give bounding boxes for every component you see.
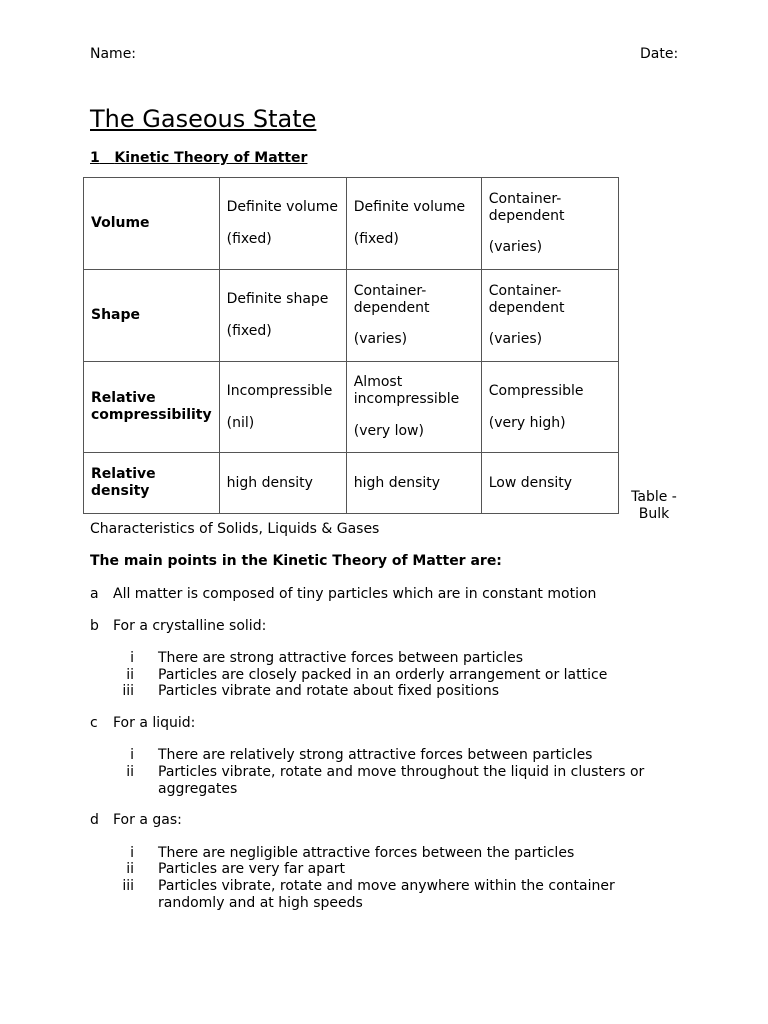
row-label: Relative compressibility xyxy=(84,362,220,453)
row-label: Relative density xyxy=(84,453,220,514)
table-side-caption-line: Table - xyxy=(631,489,677,505)
cell-line: (very high) xyxy=(488,414,566,431)
sub-item-number: ii xyxy=(126,861,134,877)
list-item-label: c xyxy=(90,715,98,731)
cell-line: Almost incompressible xyxy=(353,374,460,408)
sub-item-number: ii xyxy=(126,764,134,780)
sub-item-text: There are relatively strong attractive forces between particles xyxy=(158,747,593,763)
table-cell xyxy=(481,178,618,270)
list-item-text: For a liquid: xyxy=(113,715,196,731)
list-item xyxy=(90,618,266,634)
sub-item-number: i xyxy=(130,845,134,861)
sub-item-number: i xyxy=(130,747,134,763)
list-item-text: For a gas: xyxy=(113,812,182,828)
cell-line: high density xyxy=(226,474,313,491)
row-label: Shape xyxy=(84,270,220,362)
cell-line: Compressible xyxy=(488,382,584,399)
cell-line: Container-dependent xyxy=(488,282,565,316)
cell-line: Definite shape xyxy=(226,291,329,308)
sub-item-text: There are negligible attractive forces between the particles xyxy=(158,845,575,861)
cell-line: Incompressible xyxy=(226,382,333,399)
cell-line: Definite volume xyxy=(226,199,339,216)
table-cell xyxy=(481,362,618,453)
table-cell xyxy=(219,362,346,453)
cell-line: (fixed) xyxy=(226,231,272,247)
sub-item-text: Particles are closely packed in an orderly arrangement or lattice xyxy=(158,667,608,683)
cell-line: Container-dependent xyxy=(353,282,430,316)
section-number: 1 xyxy=(90,150,100,166)
cell-line: (varies) xyxy=(353,331,408,348)
list-item xyxy=(90,586,596,602)
list-item xyxy=(90,715,195,731)
list-item-label: a xyxy=(90,586,99,602)
list-item-label: d xyxy=(90,812,99,828)
sub-item-number: iii xyxy=(122,878,134,894)
table-side-caption-line: Bulk xyxy=(638,506,670,522)
sub-item-text: There are strong attractive forces between particles xyxy=(158,650,524,666)
cell-line: (varies) xyxy=(488,331,543,348)
table-side-caption xyxy=(629,489,679,523)
table-cell xyxy=(346,270,481,362)
table-cell xyxy=(481,453,618,514)
cell-line: (fixed) xyxy=(353,231,399,247)
sub-item-text: Particles vibrate, rotate and move throughout the liquid in clusters or aggregates xyxy=(158,764,645,797)
sub-item-number: i xyxy=(130,650,134,666)
table-row xyxy=(84,453,619,514)
row-label: Volume xyxy=(84,178,220,270)
cell-line: (very low) xyxy=(353,422,424,439)
cell-line: (varies) xyxy=(488,239,543,256)
list-item-label: b xyxy=(90,618,99,634)
section-heading xyxy=(90,150,307,166)
sub-item-number: iii xyxy=(122,683,134,699)
cell-line: high density xyxy=(353,474,441,491)
cell-line: (fixed) xyxy=(226,323,272,339)
table-cell xyxy=(219,453,346,514)
table-row xyxy=(84,362,619,453)
properties-table xyxy=(83,177,619,514)
table-row xyxy=(84,270,619,362)
list-item-text: All matter is composed of tiny particles which are in constant motion xyxy=(113,586,597,602)
sub-item-text: Particles are very far apart xyxy=(158,861,345,877)
name-label: Name: xyxy=(90,46,137,62)
cell-line: Container-dependent xyxy=(488,190,565,224)
table-cell xyxy=(346,178,481,270)
table-caption: Characteristics of Solids, Liquids & Gases xyxy=(90,521,380,537)
sub-item-number: ii xyxy=(126,667,134,683)
table-cell xyxy=(219,178,346,270)
cell-line: Low density xyxy=(488,474,573,491)
page-title: The Gaseous State xyxy=(90,105,317,133)
section-title: Kinetic Theory of Matter xyxy=(114,150,308,166)
table-cell xyxy=(219,270,346,362)
table-cell xyxy=(346,453,481,514)
date-label: Date: xyxy=(640,46,679,62)
list-item xyxy=(90,812,182,828)
sub-item-text: Particles vibrate, rotate and move anywhere within the container randomly and at high speeds xyxy=(158,878,615,911)
cell-line: (nil) xyxy=(226,414,255,431)
sub-item-text: Particles vibrate and rotate about fixed positions xyxy=(158,683,500,699)
cell-line: Definite volume xyxy=(353,199,466,216)
table-cell xyxy=(346,362,481,453)
table-cell xyxy=(481,270,618,362)
main-points-heading: The main points in the Kinetic Theory of Matter are: xyxy=(90,553,502,569)
list-item-text: For a crystalline solid: xyxy=(113,618,267,634)
table-row xyxy=(84,178,619,270)
